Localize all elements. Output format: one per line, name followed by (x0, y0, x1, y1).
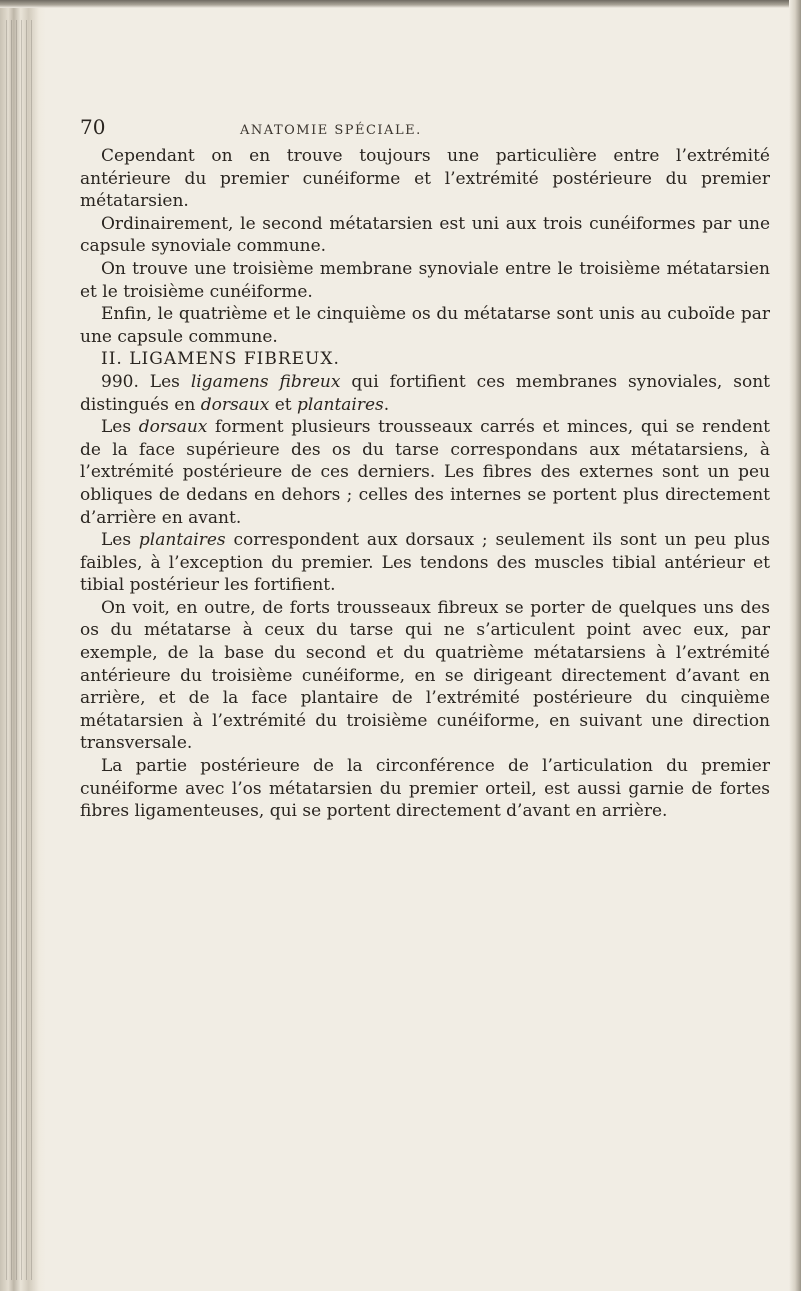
book-binding (0, 0, 46, 1291)
p6-text-c: forment plusieurs trousseaux carrés et minces, qui se rendent de la face supérieure des os du tarse correspondans aux métatarsiens, à l’extrémité postérieure de ces derniers. Les fibres des externes sont un peu obliques de dedans en dehors ; celles des internes se portent plus directement d’arrière en avant. (80, 417, 770, 528)
paragraph-3: On trouve une troisième membrane synoviale entre le troisième métatarsien et le troisième cunéiforme. (80, 258, 770, 302)
p5-text-c: qui fortifient ces membranes synoviales, sont distingués en (80, 371, 771, 415)
section-title: II. LIGAMENS FIBREUX. (101, 349, 340, 370)
paragraph-990 (80, 371, 770, 416)
paragraph-1: Cependant on en trouve toujours une particulière entre l’extrémité antérieure du premier cunéiforme et l’extrémité postérieure du premier métatarsien. (80, 146, 770, 212)
page-top-edge (0, 0, 801, 8)
running-head: ANATOMIE SPÉCIALE. (240, 123, 422, 138)
p5-italic-dorsaux: dorsaux (200, 394, 270, 415)
paragraph-9: La partie postérieure de la circonférence de l’articulation du premier cunéiforme avec l’os métatarsien du premier orteil, est aussi garnie de fortes fibres ligamenteuses, qui se portent directement d’avant en arrière. (80, 756, 770, 822)
paragraph-8: On voit, en outre, de forts trousseaux fibreux se porter de quelques uns des os du métatarse à ceux du tarse qui ne s’articulent point avec eux, par exemple, de la base du second et du quatrième métatarsiens à l’extrémité antérieure du troisième cunéiforme, en se dirigeant directement d’avant en arrière, et de la face plantaire de l’extrémité postérieure du cinquième métatarsien à l’extrémité du troisième cunéiforme, en suivant une direction transversale. (80, 597, 770, 754)
p7-text-a: Les (101, 530, 139, 551)
p6-text-a: Les (101, 417, 139, 438)
book-page (80, 115, 770, 823)
paragraph-dorsaux (80, 416, 770, 529)
p5-text-g: . (383, 394, 390, 415)
p7-italic-plantaires: plantaires (138, 530, 226, 551)
p5-italic-ligamens: ligamens fibreux (190, 371, 341, 392)
page-number: 70 (80, 115, 106, 139)
page-body (80, 145, 770, 823)
paragraph-2: Ordinairement, le second métatarsien est uni aux trois cunéiformes par une capsule synoviale commune. (80, 213, 770, 257)
page-right-edge (789, 0, 801, 1291)
page-header (80, 115, 770, 145)
paragraph-4: Enfin, le quatrième et le cinquième os du métatarse sont unis au cuboïde par une capsule commune. (80, 304, 770, 347)
paragraph-plantaires (80, 529, 770, 597)
p7-text-c: correspondent aux dorsaux ; seulement ils sont un peu plus faibles, à l’exception du premier. Les tendons des muscles tibial antérieur et tibial postérieur les fortifient. (80, 530, 770, 596)
binding-threads (6, 20, 36, 1280)
p5-text-e: et (269, 394, 298, 415)
p5-italic-plantaires: plantaires (297, 394, 384, 415)
p6-italic-dorsaux: dorsaux (138, 417, 208, 438)
p5-text-a: 990. Les (101, 371, 191, 392)
